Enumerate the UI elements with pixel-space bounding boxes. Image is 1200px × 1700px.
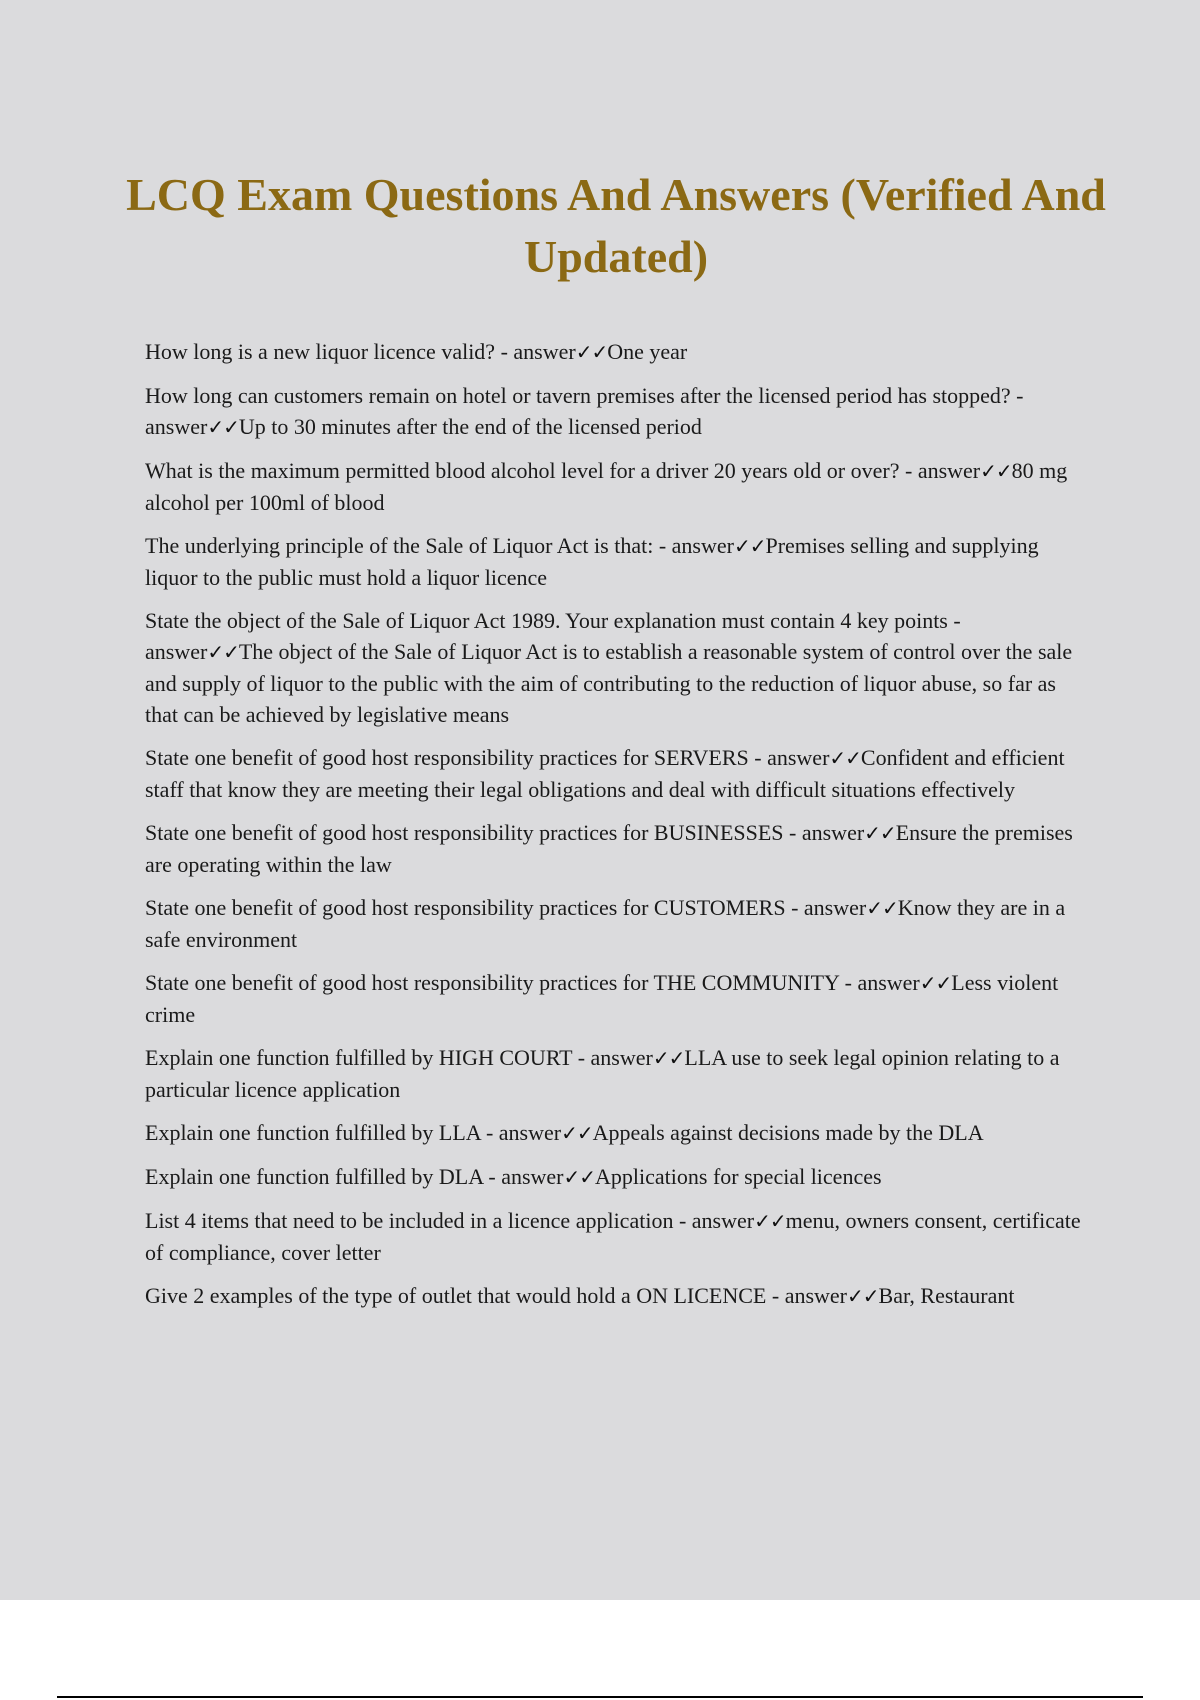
answer-text: One year <box>607 339 688 364</box>
question-text: State one benefit of good host responsibility practices for BUSINESSES <box>145 820 784 845</box>
double-check-icon: ✓✓ <box>733 534 766 558</box>
answer-text: The object of the Sale of Liquor Act is to establish a reasonable system of control over the sale and supply of liquor to the public with the aim of contributing to the reduction of liquor abuse, so far as that can be achieved by legislative means <box>145 639 1073 727</box>
separator: - <box>572 1045 591 1070</box>
question-text: How long can customers remain on hotel or tavern premises after the licensed period has stopped? <box>145 383 1011 408</box>
separator: - <box>748 745 768 770</box>
double-check-icon: ✓✓ <box>575 340 608 364</box>
answer-label: answer <box>801 820 865 845</box>
qa-item <box>145 1042 1085 1105</box>
answer-text: Confident and efficient staff that know they are meeting their legal obligations and deal with difficult situations effectively <box>145 745 1065 802</box>
double-check-icon: ✓✓ <box>563 1165 596 1189</box>
qa-item <box>145 336 1085 368</box>
bottom-rule <box>57 1696 1143 1698</box>
answer-label: answer <box>145 414 208 439</box>
answer-label: answer <box>145 639 208 664</box>
question-text: State the object of the Sale of Liquor Act 1989. Your explanation must contain 4 key points <box>145 608 948 633</box>
qa-item <box>145 742 1085 805</box>
qa-item <box>145 530 1085 593</box>
qa-item <box>145 892 1085 955</box>
qa-item <box>145 605 1085 730</box>
separator: - <box>899 458 918 483</box>
separator: - <box>480 1120 499 1145</box>
double-check-icon: ✓✓ <box>561 1121 593 1145</box>
question-text: Explain one function fulfilled by DLA <box>145 1164 483 1189</box>
question-text: List 4 items that need to be included in a licence application <box>145 1208 674 1233</box>
answer-label: answer <box>857 970 920 995</box>
document-title: LCQ Exam Questions And Answers (Verified And Updated) <box>126 169 1106 282</box>
answer-text: Up to 30 minutes after the end of the licensed period <box>238 414 702 439</box>
answer-text: 80 mg alcohol per 100ml of blood <box>145 458 1068 515</box>
separator: - <box>1010 383 1024 408</box>
separator: - <box>766 1283 785 1308</box>
double-check-icon: ✓✓ <box>207 415 239 439</box>
answer-label: answer <box>784 1283 848 1308</box>
question-text: What is the maximum permitted blood alcohol level for a driver 20 years old or over? <box>145 458 900 483</box>
double-check-icon: ✓✓ <box>864 821 896 845</box>
answer-label: answer <box>513 339 576 364</box>
qa-item <box>145 455 1085 518</box>
separator: - <box>653 533 672 558</box>
qa-item <box>145 1205 1085 1268</box>
qa-list <box>145 336 1085 1324</box>
separator: - <box>947 608 961 633</box>
double-check-icon: ✓✓ <box>847 1284 879 1308</box>
answer-label: answer <box>590 1045 653 1070</box>
answer-label: answer <box>917 458 981 483</box>
separator: - <box>783 820 802 845</box>
double-check-icon: ✓✓ <box>652 1046 685 1070</box>
answer-label: answer <box>498 1120 562 1145</box>
answer-text: Ensure the premises are operating within the law <box>145 820 1073 877</box>
question-text: How long is a new liquor licence valid? <box>145 339 496 364</box>
answer-text: Bar, Restaurant <box>878 1283 1015 1308</box>
question-text: State one benefit of good host responsibility practices for SERVERS <box>145 745 749 770</box>
qa-item <box>145 817 1085 880</box>
double-check-icon: ✓✓ <box>980 459 1012 483</box>
separator: - <box>495 339 514 364</box>
answer-text: Less violent crime <box>145 970 1059 1027</box>
answer-label: answer <box>767 745 830 770</box>
separator: - <box>839 970 858 995</box>
answer-label: answer <box>803 895 867 920</box>
question-text: Give 2 examples of the type of outlet that would hold a ON LICENCE <box>145 1283 767 1308</box>
question-text: Explain one function fulfilled by HIGH COURT <box>145 1045 573 1070</box>
qa-item <box>145 1280 1085 1312</box>
question-text: State one benefit of good host responsibility practices for THE COMMUNITY <box>145 970 840 995</box>
answer-text: Know they are in a safe environment <box>145 895 1066 952</box>
question-text: State one benefit of good host responsibility practices for CUSTOMERS <box>145 895 786 920</box>
qa-item <box>145 967 1085 1030</box>
separator: - <box>482 1164 502 1189</box>
qa-item <box>145 1161 1085 1193</box>
double-check-icon: ✓✓ <box>207 640 239 664</box>
answer-label: answer <box>671 533 734 558</box>
answer-label: answer <box>501 1164 564 1189</box>
question-text: Explain one function fulfilled by LLA <box>145 1120 481 1145</box>
answer-text: Applications for special licences <box>595 1164 882 1189</box>
answer-text: Premises selling and supplying liquor to the public must hold a liquor licence <box>145 533 1039 590</box>
answer-text: menu, owners consent, certificate of compliance, cover letter <box>145 1208 1081 1265</box>
double-check-icon: ✓✓ <box>829 746 861 770</box>
double-check-icon: ✓✓ <box>754 1209 786 1233</box>
double-check-icon: ✓✓ <box>919 971 952 995</box>
double-check-icon: ✓✓ <box>866 896 898 920</box>
answer-text: LLA use to seek legal opinion relating to a particular licence application <box>145 1045 1060 1102</box>
qa-item <box>145 380 1085 443</box>
answer-text: Appeals against decisions made by the DLA <box>592 1120 984 1145</box>
separator: - <box>673 1208 692 1233</box>
separator: - <box>785 895 804 920</box>
qa-item <box>145 1117 1085 1149</box>
question-text: The underlying principle of the Sale of Liquor Act is that: <box>145 533 654 558</box>
answer-label: answer <box>691 1208 755 1233</box>
